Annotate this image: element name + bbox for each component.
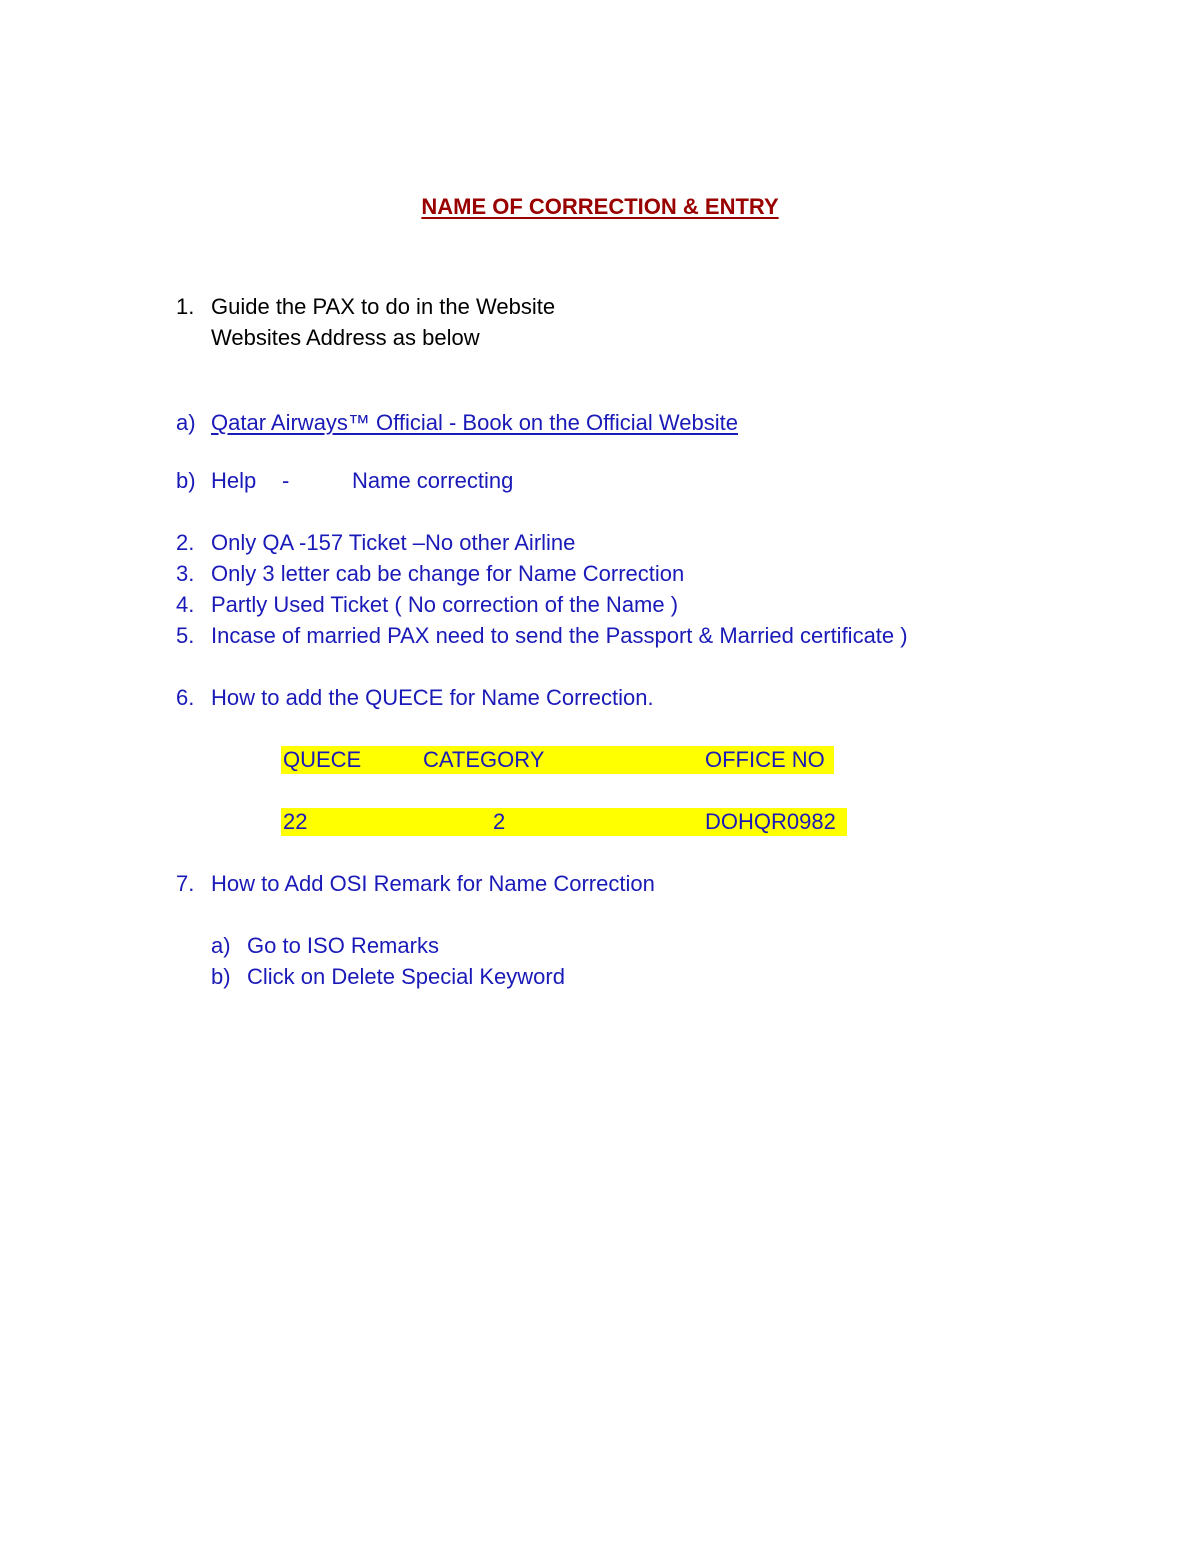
step-3-number: 3.	[176, 561, 195, 586]
queue-header-category: CATEGORY	[423, 747, 545, 772]
step-2-number: 2.	[176, 530, 195, 555]
option-b-value: Name correcting	[352, 468, 514, 493]
option-a-letter: a)	[176, 410, 196, 435]
step-3-text: Only 3 letter cab be change for Name Correction	[211, 561, 685, 586]
step-5-text: Incase of married PAX need to send the Passport & Married certificate )	[211, 623, 908, 648]
step-2-text: Only QA -157 Ticket –No other Airline	[211, 530, 576, 555]
step-5-number: 5.	[176, 623, 195, 648]
step-4-number: 4.	[176, 592, 195, 617]
queue-table-row	[281, 808, 847, 836]
queue-table-header	[281, 746, 834, 774]
option-b-label: Help	[211, 468, 257, 493]
queue-value-office-no: DOHQR0982	[705, 809, 836, 834]
step-1-subtext: Websites Address as below	[211, 325, 480, 350]
step-4-text: Partly Used Ticket ( No correction of the Name )	[211, 592, 679, 617]
queue-header-quece: QUECE	[283, 747, 362, 772]
document-title: NAME OF CORRECTION & ENTRY	[421, 194, 779, 219]
step-7b-letter: b)	[211, 964, 231, 989]
step-7a-text: Go to ISO Remarks	[247, 933, 439, 958]
queue-value-quece: 22	[283, 809, 308, 834]
option-b-dash: -	[282, 468, 290, 493]
queue-value-category: 2	[493, 809, 506, 834]
step-6-text: How to add the QUECE for Name Correction.	[211, 685, 654, 710]
step-7-number: 7.	[176, 871, 195, 896]
option-b-letter: b)	[176, 468, 196, 493]
step-1-text: Guide the PAX to do in the Website	[211, 294, 556, 319]
step-6-number: 6.	[176, 685, 195, 710]
step-7a-letter: a)	[211, 933, 231, 958]
step-7-text: How to Add OSI Remark for Name Correction	[211, 871, 655, 896]
step-7b-text: Click on Delete Special Keyword	[247, 964, 565, 989]
step-1-number: 1.	[176, 294, 195, 319]
qatar-airways-link[interactable]: Qatar Airways™ Official - Book on the Official Website	[211, 410, 738, 435]
queue-header-office-no: OFFICE NO	[705, 747, 825, 772]
